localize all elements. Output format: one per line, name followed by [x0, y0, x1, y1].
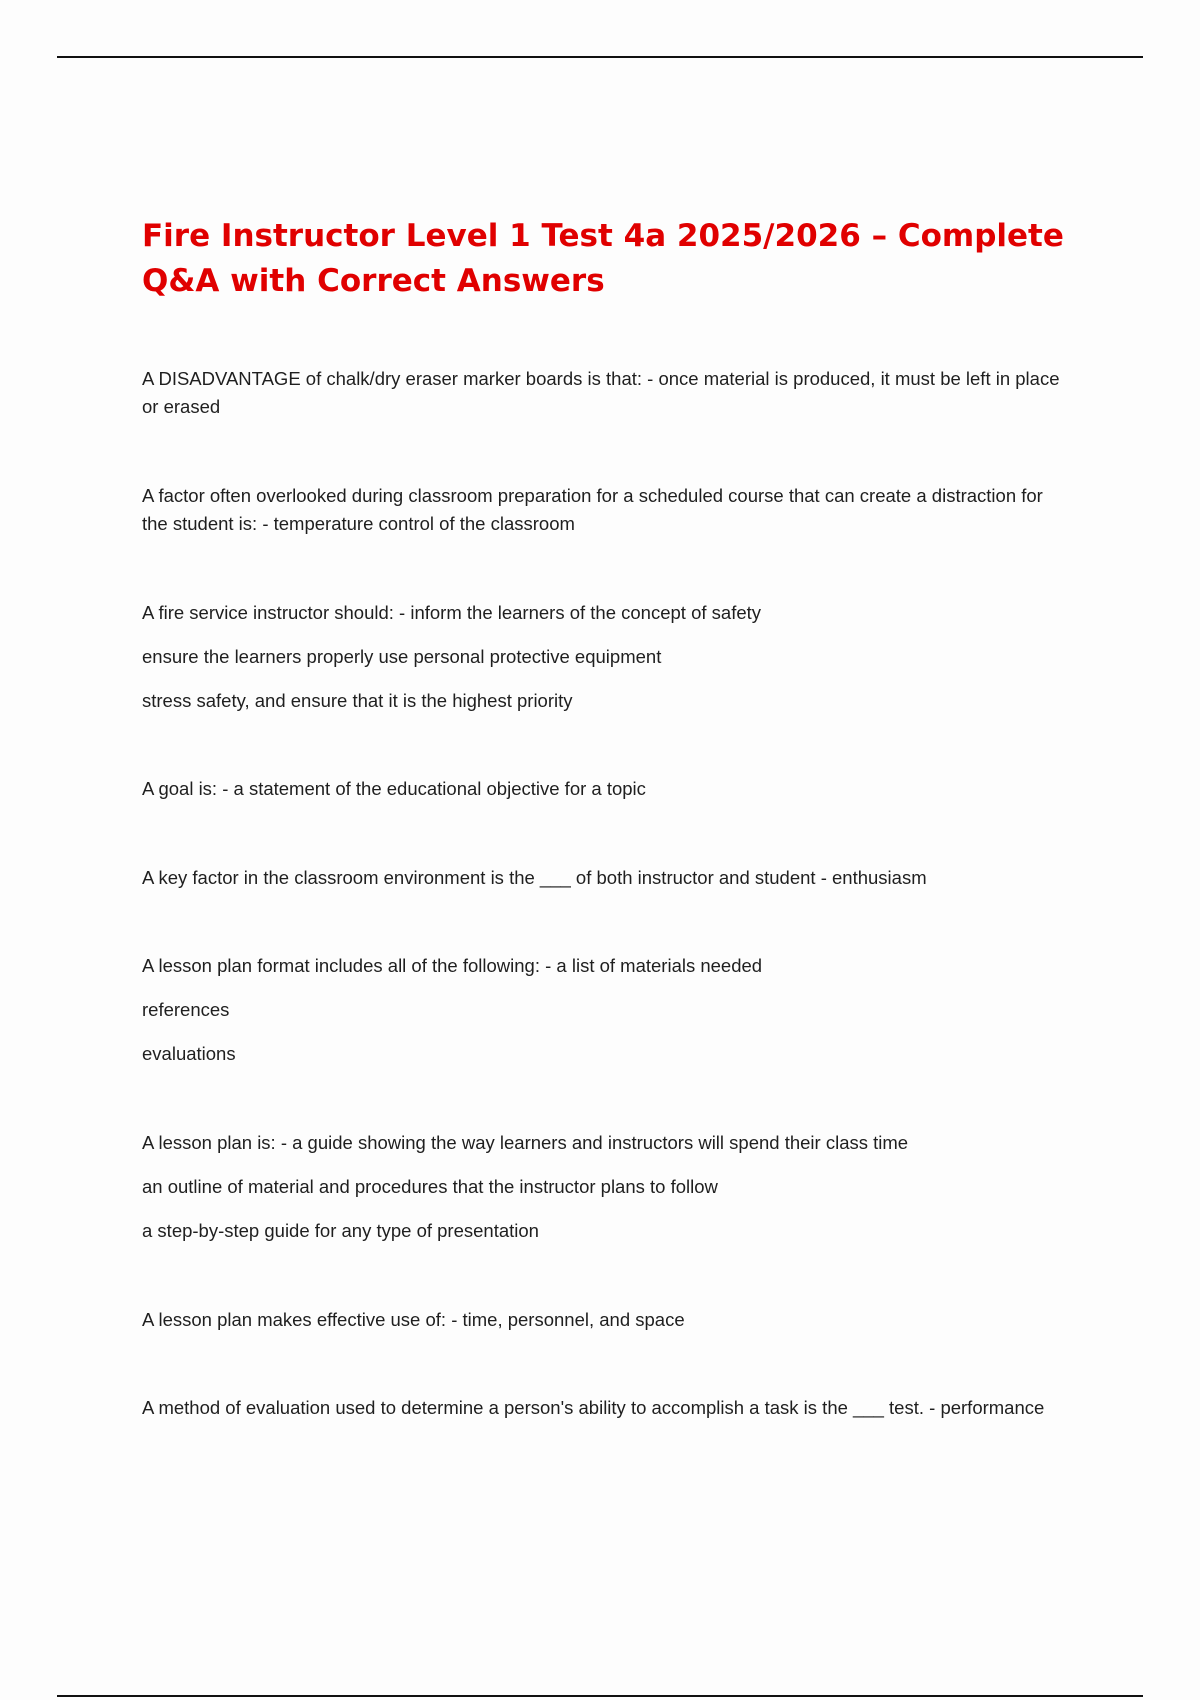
- qa-text: A lesson plan format includes all of the following: - a list of materials needed: [142, 955, 763, 976]
- qa-answer-line: a step-by-step guide for any type of presentation: [142, 1220, 539, 1241]
- qa-text: A DISADVANTAGE of chalk/dry eraser marker boards is that: - once material is produced, it must be left in place or erased: [142, 368, 1060, 417]
- document-title: Fire Instructor Level 1 Test 4a 2025/2026 – Complete Q&A with Correct Answers: [142, 218, 1064, 299]
- header-rule: [57, 56, 1143, 58]
- qa-item-3: [142, 599, 1072, 715]
- qa-text: A lesson plan makes effective use of: - time, personnel, and space: [142, 1309, 685, 1330]
- qa-text: A lesson plan is: - a guide showing the way learners and instructors will spend their class time: [142, 1132, 909, 1153]
- qa-item-2: [142, 482, 1072, 538]
- qa-answer-line: references: [142, 999, 230, 1020]
- qa-answer-line: stress safety, and ensure that it is the highest priority: [142, 690, 573, 711]
- qa-answer-line: ensure the learners properly use personal protective equipment: [142, 646, 662, 667]
- qa-item-4: [142, 775, 1072, 803]
- qa-text: A factor often overlooked during classroom preparation for a scheduled course that can create a distraction for the student is: - temperature control of the classroom: [142, 485, 1043, 534]
- qa-item-6: [142, 952, 1072, 1068]
- qa-item-7: [142, 1129, 1072, 1245]
- qa-answer-line: an outline of material and procedures that the instructor plans to follow: [142, 1176, 718, 1197]
- qa-text: A goal is: - a statement of the educational objective for a topic: [142, 778, 646, 799]
- qa-text: A key factor in the classroom environment is the ___ of both instructor and student - enthusiasm: [142, 867, 927, 888]
- qa-text: A fire service instructor should: - inform the learners of the concept of safety: [142, 602, 762, 623]
- qa-item-9: [142, 1394, 1072, 1422]
- qa-text: A method of evaluation used to determine a person's ability to accomplish a task is the ___ test. - performance: [142, 1397, 1045, 1418]
- qa-item-5: [142, 864, 1072, 892]
- footer-rule: [57, 1695, 1143, 1697]
- qa-item-1: [142, 365, 1072, 421]
- qa-item-8: [142, 1306, 1072, 1334]
- qa-answer-line: evaluations: [142, 1043, 236, 1064]
